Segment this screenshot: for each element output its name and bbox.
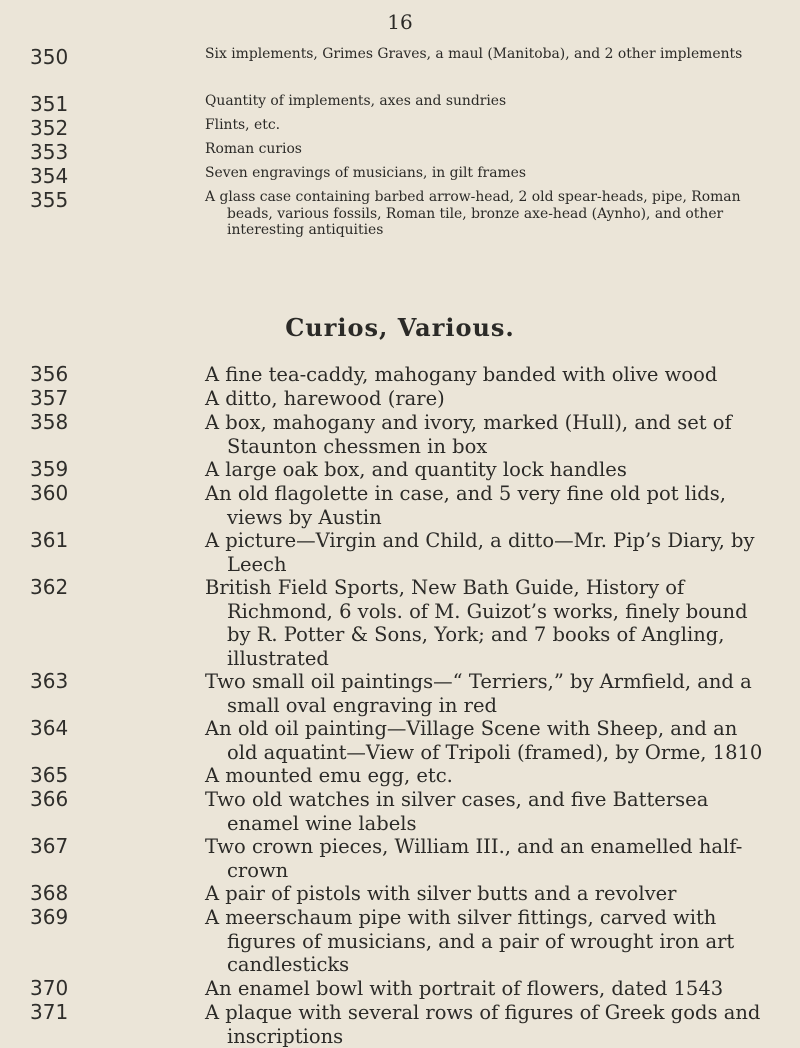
lot-number: 353 — [30, 140, 69, 164]
lot-number: 370 — [30, 976, 69, 1000]
lot-description: An old oil painting—Village Scene with Sheep, and an old aquatint—View of Tripoli (framed), by Orme, 1810 — [205, 717, 763, 764]
lot-description: Flints, etc. — [205, 117, 281, 133]
lot-number: 361 — [30, 528, 69, 552]
lot-number: 369 — [30, 905, 69, 929]
lot-number: 357 — [30, 386, 69, 410]
lot-number: 350 — [30, 45, 69, 69]
lot-number: 371 — [30, 1000, 69, 1024]
lot-number: 360 — [30, 481, 69, 505]
lot-number: 367 — [30, 834, 69, 858]
lot-number: 358 — [30, 410, 69, 434]
lot-number: 364 — [30, 716, 69, 740]
lot-number: 354 — [30, 164, 69, 188]
lot-number: 368 — [30, 881, 69, 905]
lot-description: British Field Sports, New Bath Guide, History of Richmond, 6 vols. of M. Guizot’s works, finely bound by R. Potter & Sons, York; and 7 books of Angling, illustrated — [205, 576, 748, 670]
lot-number: 352 — [30, 116, 69, 140]
lot-description: A meerschaum pipe with silver fittings, carved with figures of musicians, and a pair of wrought iron art candlesticks — [205, 906, 735, 976]
section-title: Curios, Various. — [285, 313, 515, 342]
lot-description: A fine tea-caddy, mahogany banded with olive wood — [205, 363, 718, 386]
lot-description: An enamel bowl with portrait of flowers, dated 1543 — [205, 977, 724, 1000]
lot-description: Two small oil paintings—“ Terriers,” by Armfield, and a small oval engraving in red — [205, 670, 752, 717]
lot-description: A pair of pistols with silver butts and a revolver — [205, 882, 677, 905]
lot-number: 365 — [30, 763, 69, 787]
lot-description: A box, mahogany and ivory, marked (Hull), and set of Staunton chessmen in box — [205, 411, 732, 458]
lot-number: 359 — [30, 457, 69, 481]
lot-description: Seven engravings of musicians, in gilt frames — [205, 165, 526, 181]
lot-description: A mounted emu egg, etc. — [205, 764, 453, 787]
lot-description: Two crown pieces, William III., and an enamelled half-crown — [205, 835, 743, 882]
lot-description: Roman curios — [205, 141, 302, 157]
lot-number: 362 — [30, 575, 69, 599]
lot-number: 366 — [30, 787, 69, 811]
lot-description: A ditto, harewood (rare) — [205, 387, 445, 410]
lot-number: 351 — [30, 92, 69, 116]
lot-description: A glass case containing barbed arrow-head, 2 old spear-heads, pipe, Roman beads, various fossils, Roman tile, bronze axe-head (Aynho), and other interesting antiquities — [205, 189, 741, 238]
lot-number: 356 — [30, 362, 69, 386]
lot-description: Six implements, Grimes Graves, a maul (Manitoba), and 2 other implements — [205, 46, 743, 62]
lot-number: 363 — [30, 669, 69, 693]
page-number: 16 — [387, 10, 413, 34]
lot-description: Quantity of implements, axes and sundries — [205, 93, 507, 109]
lot-description: A plaque with several rows of figures of Greek gods and inscriptions — [205, 1001, 761, 1048]
lot-description: Two old watches in silver cases, and five Battersea enamel wine labels — [205, 788, 709, 835]
lot-number: 355 — [30, 188, 69, 212]
lot-description: A large oak box, and quantity lock handles — [205, 458, 627, 481]
lot-description: A picture—Virgin and Child, a ditto—Mr. Pip’s Diary, by Leech — [205, 529, 755, 576]
lot-description: An old flagolette in case, and 5 very fine old pot lids, views by Austin — [205, 482, 726, 529]
